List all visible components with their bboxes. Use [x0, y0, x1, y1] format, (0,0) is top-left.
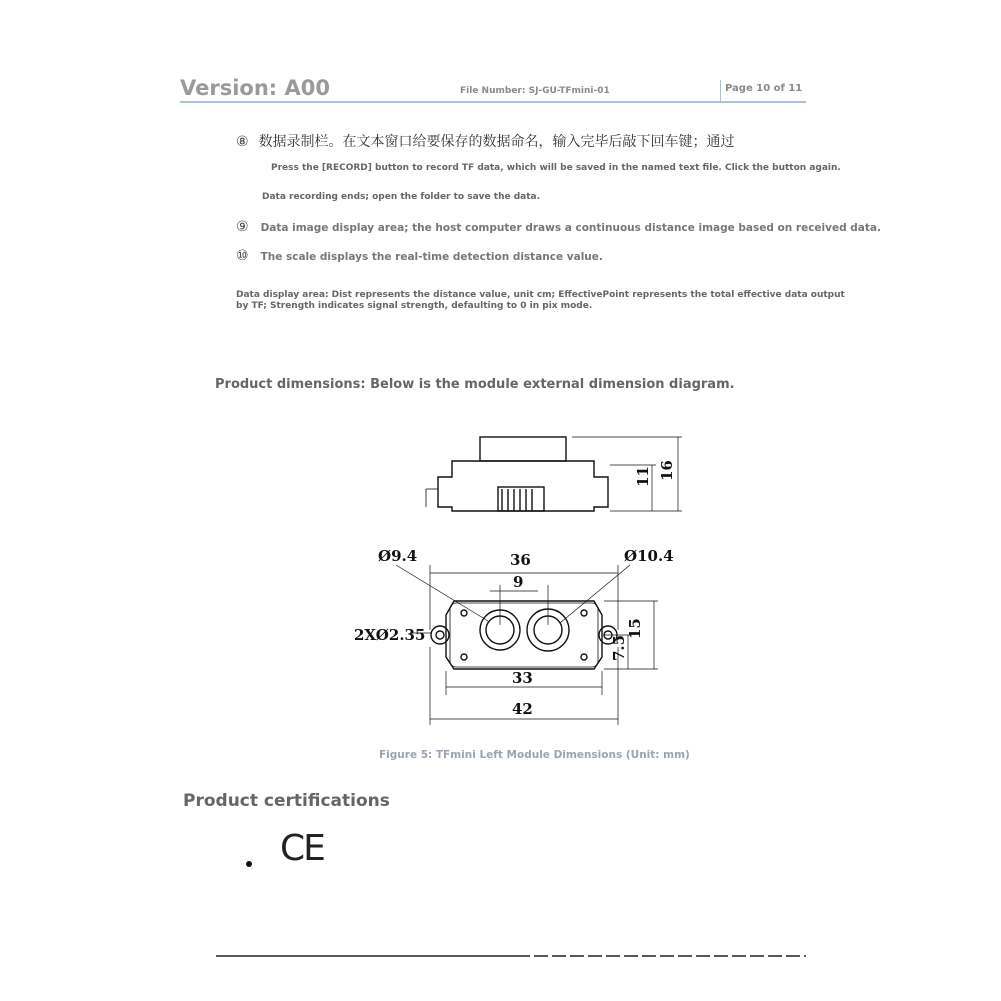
item-text: Data image display area; the host computer draws a continuous distance image based on received data. — [260, 222, 881, 234]
label-holes: 2XØ2.35 — [354, 626, 426, 644]
list-item-8 — [236, 131, 735, 151]
record-end-paragraph: Data recording ends; open the folder to save the data. — [262, 192, 541, 202]
label-11: 11 — [634, 466, 652, 487]
item-text: 数据录制栏。在文本窗口给要保存的数据命名，输入完毕后敲下回车键；通过 — [258, 134, 735, 150]
label-42: 42 — [512, 700, 533, 718]
side-view-body — [438, 461, 608, 511]
label-d-left: Ø9.4 — [378, 547, 418, 565]
label-7-5: 7.5 — [610, 634, 628, 661]
certifications-heading: Product certifications — [183, 791, 390, 811]
item-text: The scale displays the real-time detection distance value. — [260, 251, 603, 263]
label-15: 15 — [626, 618, 644, 639]
leader-right — [560, 565, 630, 623]
leader-left — [396, 565, 488, 621]
product-dimensions-heading: Product dimensions: Below is the module external dimension diagram. — [215, 377, 735, 392]
item-marker: ⑩ — [236, 248, 249, 264]
header-rule — [180, 101, 806, 103]
figure-caption: Figure 5: TFmini Left Module Dimensions (Unit: mm) — [379, 749, 690, 761]
list-item-9 — [236, 219, 881, 235]
record-paragraph: Press the [RECORD] button to record TF data, which will be saved in the named text file. Click the button again. — [271, 163, 841, 173]
top-view-body — [446, 601, 602, 669]
bullet-dot — [246, 861, 252, 867]
footer-rule — [216, 955, 806, 957]
dimension-diagram — [340, 425, 720, 735]
item-marker: ⑧ — [236, 134, 249, 150]
label-9: 9 — [513, 573, 524, 591]
page-number: Page 10 of 11 — [725, 83, 803, 94]
file-number: File Number: SJ-GU-TFmini-01 — [460, 86, 610, 96]
label-d-right: Ø10.4 — [624, 547, 674, 565]
item-marker: ⑨ — [236, 219, 249, 235]
label-16: 16 — [658, 460, 676, 481]
side-view-connector — [498, 487, 544, 511]
version-label: Version: A00 — [180, 76, 330, 100]
data-display-paragraph: Data display area: Dist represents the distance value, unit cm; EffectivePoint represents the total effective data output by TF; Strength indicates signal strength, defaulting to 0 in pix mode. — [236, 290, 845, 311]
side-view-top-block — [480, 437, 566, 461]
ce-mark-icon: CE — [280, 828, 324, 869]
label-33: 33 — [512, 669, 533, 687]
header-divider — [720, 80, 721, 102]
label-36: 36 — [510, 551, 531, 569]
list-item-10 — [236, 248, 603, 264]
